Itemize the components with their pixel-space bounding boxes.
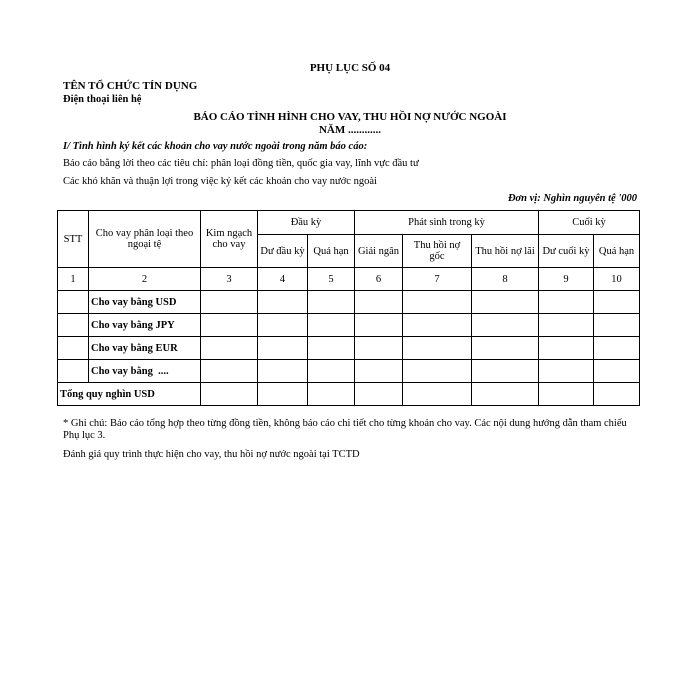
organization-name: TÊN TỔ CHỨC TÍN DỤNG [63,80,198,92]
stt-cell [58,360,89,383]
data-cell [539,383,594,406]
column-number: 10 [594,268,640,291]
data-cell [355,360,403,383]
data-cell [403,383,472,406]
data-cell [539,291,594,314]
data-cell [355,337,403,360]
evaluation-line: Đánh giá quy trình thực hiện cho vay, thu hồi nợ nước ngoài tại TCTD [63,449,360,460]
header-opening: Đầu kỳ [258,211,355,235]
column-number: 2 [89,268,201,291]
data-cell [403,360,472,383]
column-number: 3 [201,268,258,291]
data-cell [472,291,539,314]
data-cell [355,314,403,337]
data-cell [472,360,539,383]
table-row [58,360,640,383]
header-category: Cho vay phân loại theo ngoại tệ [89,211,201,268]
contact-phone-label: Điện thoại liên hệ [63,94,142,105]
row-label: Cho vay bằng USD [89,291,201,314]
table-row [58,314,640,337]
stt-cell [58,314,89,337]
header-interest-recovered: Thu hồi nợ lãi [472,235,539,268]
stt-cell [58,337,89,360]
table-row [58,291,640,314]
report-year: NĂM ............ [318,124,382,136]
data-cell [258,291,308,314]
data-cell [594,360,640,383]
data-cell [594,383,640,406]
unit-label: Đơn vị: Nghìn nguyên tệ '000 [507,193,637,204]
header-disbursed: Giải ngân [355,235,403,268]
data-cell [308,360,355,383]
data-cell [472,383,539,406]
header-opening-overdue: Quá hạn [308,235,355,268]
row-label: Cho vay bằng EUR [89,337,201,360]
data-cell [403,314,472,337]
data-cell [594,337,640,360]
data-cell [403,291,472,314]
header-turnover: Kim ngạch cho vay [201,211,258,268]
header-stt: STT [58,211,89,268]
stt-cell [58,291,89,314]
column-number: 4 [258,268,308,291]
report-title [0,111,700,137]
data-cell [201,383,258,406]
data-cell [258,314,308,337]
data-cell [594,314,640,337]
data-cell [308,291,355,314]
header-row-1 [58,211,640,235]
data-cell [308,337,355,360]
column-number: 6 [355,268,403,291]
table-row [58,337,640,360]
section-1-line-1: Báo cáo bằng lời theo các tiêu chí: phân loại đồng tiền, quốc gia vay, lĩnh vực đầu tư [63,158,419,169]
appendix-label: PHỤ LỤC SỐ 04 [309,62,391,74]
data-cell [539,314,594,337]
column-number: 5 [308,268,355,291]
data-cell [355,383,403,406]
header-closing: Cuối kỳ [539,211,640,235]
data-cell [539,360,594,383]
data-cell [201,337,258,360]
column-number: 8 [472,268,539,291]
data-cell [539,337,594,360]
data-cell [201,360,258,383]
column-number: 9 [539,268,594,291]
header-closing-balance: Dư cuối kỳ [539,235,594,268]
data-cell [201,314,258,337]
total-label: Tổng quy nghìn USD [58,383,201,406]
row-label: Cho vay bằng JPY [89,314,201,337]
section-1-heading: I/ Tình hình ký kết các khoản cho vay nước ngoài trong năm báo cáo: [63,141,368,152]
data-cell [201,291,258,314]
data-cell [472,314,539,337]
data-cell [258,360,308,383]
data-cell [594,291,640,314]
data-cell [403,337,472,360]
report-title-main: BÁO CÁO TÌNH HÌNH CHO VAY, THU HỒI NỢ NƯỚC NGOÀI [193,111,507,123]
data-cell [258,383,308,406]
header-opening-balance: Dư đầu kỳ [258,235,308,268]
header-closing-overdue: Quá hạn [594,235,640,268]
footnote: * Ghi chú: Báo cáo tổng hợp theo từng đồng tiền, không báo cáo chi tiết cho từng khoản cho vay. Các nội dung hướng dẫn tham chiếu Phụ lục 3. [63,418,627,441]
report-table [57,210,640,406]
data-cell [308,314,355,337]
column-number-row [58,268,640,291]
data-cell [258,337,308,360]
total-row [58,383,640,406]
column-number: 7 [403,268,472,291]
header-principal-recovered: Thu hồi nợ gốc [403,235,472,268]
data-cell [472,337,539,360]
column-number: 1 [58,268,89,291]
header-arising: Phát sinh trong kỳ [355,211,539,235]
section-1-line-2: Các khó khăn và thuận lợi trong việc ký kết các khoản cho vay nước ngoài [63,176,377,187]
data-cell [355,291,403,314]
row-label: Cho vay bằng .... [89,360,201,383]
data-cell [308,383,355,406]
